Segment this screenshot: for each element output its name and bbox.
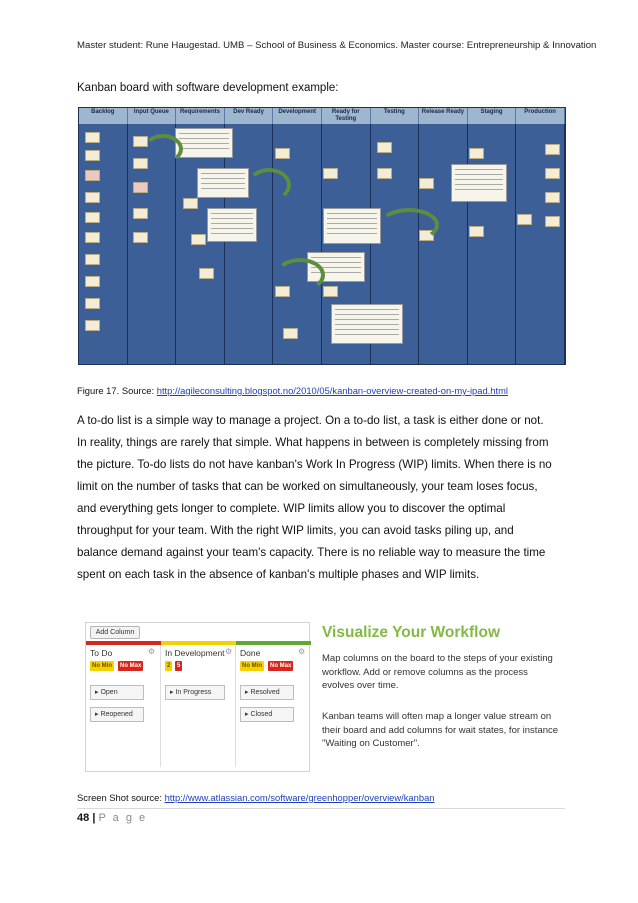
kanban-card [133,208,148,219]
paragraph-line: spent on each task in the absence of kanban's multiple phases and WIP limits. [77,568,480,581]
kanban-header-row [79,108,565,124]
gear-icon[interactable]: ⚙ [298,647,306,656]
kanban-note [451,164,507,202]
flow-arrow-icon [275,258,325,292]
kanban-card [545,192,560,203]
min-badge: No Min [242,663,262,669]
state-reopened[interactable] [90,707,144,722]
state-label: Closed [250,711,273,718]
kanban-card [545,168,560,179]
kanban-column-title: Ready for Testing [322,108,371,124]
visualize-title: Visualize Your Workflow [322,624,501,641]
max-badge: No Max [120,663,142,669]
kanban-card [469,148,484,159]
kanban-card [419,178,434,189]
kanban-column-title: Staging [468,108,517,124]
kanban-card [377,142,392,153]
max-badge: 5 [177,663,181,669]
kanban-card [85,170,100,181]
column-name: To Do [90,648,113,658]
kanban-lane [468,124,517,364]
kanban-note [197,168,249,198]
kanban-card [517,214,532,225]
paragraph-line: the picture. To-do lists do not have kanban's Work In Progress (WIP) limits. When there is no [77,458,552,471]
kanban-card [85,254,100,265]
state-in-progress[interactable] [165,685,225,700]
kanban-card [545,216,560,227]
kanban-card [85,150,100,161]
board-column-todo [86,645,161,767]
kanban-lane [516,124,565,364]
kanban-card [283,328,298,339]
kanban-column-title: Testing [371,108,420,124]
kanban-card [199,268,214,279]
kanban-card [323,286,338,297]
board-column-done [236,645,311,767]
kanban-card [85,320,100,331]
state-icon: ▸ [95,711,101,718]
paragraph-line: and everything gets longer to complete. WIP limits allow you to discover the optimal [77,502,506,515]
kanban-card [469,226,484,237]
figure-caption-prefix: Figure 17. Source: [77,385,157,396]
kanban-card [85,132,100,143]
page-footer [77,812,147,824]
visualize-text-1: Map columns on the board to the steps of your existing workflow. Add or remove columns as the process evolves over time. [322,653,553,691]
flow-arrow-icon [143,134,183,164]
kanban-card [191,234,206,245]
add-column-button[interactable]: Add Column [90,626,140,639]
kanban-column-title: Backlog [79,108,128,124]
kanban-column-title: Requirements [176,108,225,124]
figure-caption [77,385,508,396]
body-paragraph [77,410,569,586]
state-label: Open [100,689,118,696]
screenshot-caption-prefix: Screen Shot source: [77,792,165,803]
state-icon: ▸ [95,689,101,696]
kanban-note [207,208,257,242]
paragraph-line: throughput for your team. With the right WIP limits, you can avoid tasks piling up, and [77,524,514,537]
min-badge: No Min [92,663,112,669]
state-closed[interactable] [240,707,294,722]
kanban-column-title: Input Queue [128,108,177,124]
kanban-card [85,192,100,203]
paragraph-line: balance demand against your team's capacity. There is no reliable way to measure the time [77,546,546,559]
gear-icon[interactable]: ⚙ [225,647,233,656]
kanban-card [275,148,290,159]
kanban-note [323,208,381,244]
flow-arrow-icon [379,208,439,242]
footer-divider [77,808,565,809]
state-icon: ▸ [245,689,251,696]
footer-separator: | [92,812,96,824]
column-name: In Development [165,648,225,658]
kanban-lane [419,124,468,364]
kanban-card [85,276,100,287]
visualize-text-2: Kanban teams will often map a longer value stream on their board and add columns for wait states, for instance "Waiting on Customer". [322,711,559,749]
kanban-note [331,304,403,344]
state-label: Resolved [250,689,280,696]
kanban-board-figure [78,107,566,365]
gear-icon[interactable]: ⚙ [148,647,156,656]
state-open[interactable] [90,685,144,700]
kanban-lane [225,124,274,364]
kanban-card [85,232,100,243]
state-resolved[interactable] [240,685,294,700]
max-badge: No Max [270,663,292,669]
figure-source-link[interactable]: http://agileconsulting.blogspot.no/2010/05/kanban-overview-created-on-my-ipad.html [156,385,508,396]
kanban-card [133,232,148,243]
kanban-card [85,298,100,309]
kanban-card [133,158,148,169]
state-label: In Progress [175,689,212,696]
state-label: Reopened [100,711,133,718]
state-icon: ▸ [170,689,176,696]
figure-intro: Kanban board with software development example: [77,82,339,94]
kanban-column-title: Dev Ready [225,108,274,124]
kanban-card [545,144,560,155]
column-name: Done [240,648,261,658]
page-label: P a g e [98,812,148,824]
screenshot-caption [77,792,435,803]
kanban-note [175,128,233,158]
kanban-card [85,212,100,223]
screenshot-source-link[interactable]: http://www.atlassian.com/software/greenhopper/overview/kanban [164,792,435,803]
page-header: Master student: Rune Haugestad. UMB – School of Business & Economics. Master course: Entrepreneurship & Innovation [77,40,597,51]
paragraph-line: limit on the number of tasks that can be worked on simultaneously, your team loses focus, [77,480,538,493]
kanban-card [183,198,198,209]
kanban-card [133,182,148,193]
board-column-in-development [161,645,236,767]
min-badge: 2 [167,663,171,669]
paragraph-line: A to-do list is a simple way to manage a project. On a to-do list, a task is either done or not. [77,414,544,427]
greenhopper-screenshot [85,622,310,772]
kanban-column-title: Development [273,108,322,124]
kanban-column-title: Release Ready [419,108,468,124]
kanban-card [323,168,338,179]
page-number: 48 [77,812,90,824]
state-icon: ▸ [245,711,251,718]
flow-arrow-icon [247,168,291,202]
kanban-column-title: Production [516,108,565,124]
paragraph-line: In reality, things are rarely that simple. What happens in between is completely missing from [77,436,549,449]
kanban-card [377,168,392,179]
